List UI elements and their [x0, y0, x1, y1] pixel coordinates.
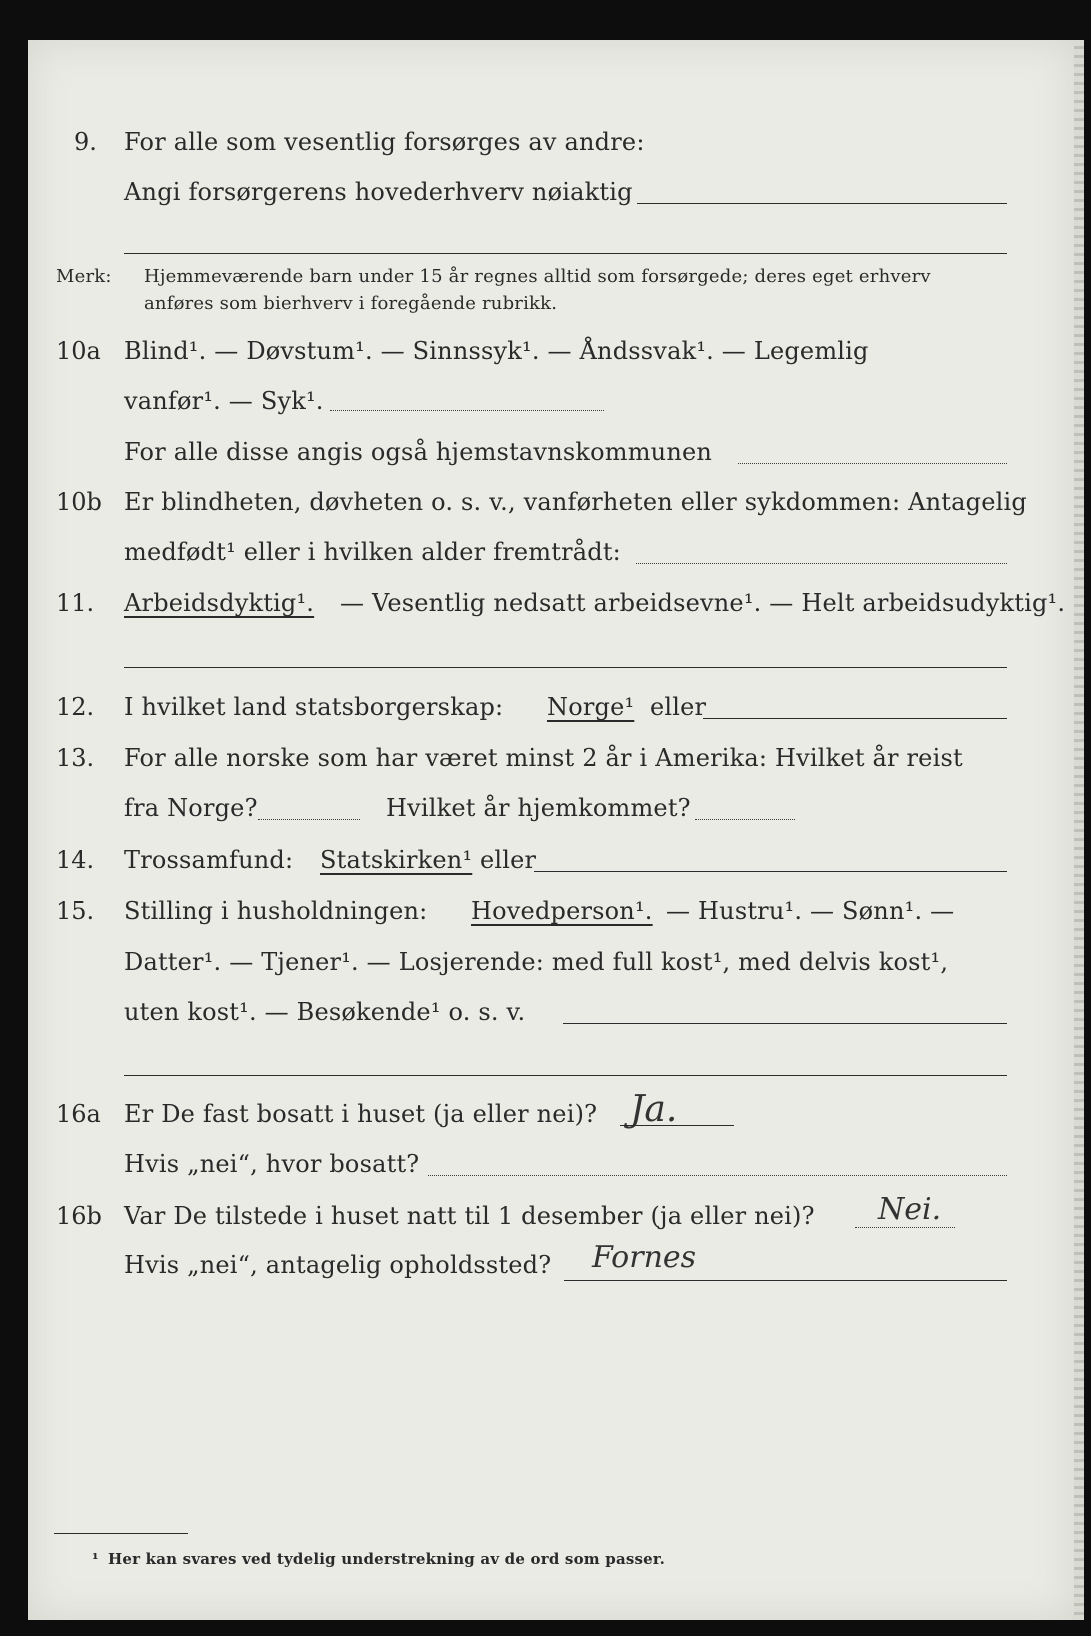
q15-answer-line[interactable]	[563, 1023, 1007, 1024]
q16b-handwritten-answer: Nei.	[878, 1192, 942, 1227]
q10a-line3: For alle disse angis også hjemstavnskommunen	[124, 438, 713, 466]
q15-answer-line-2[interactable]	[124, 1075, 1007, 1076]
q15-line2: Datter¹. — Tjener¹. — Losjerende: med full kost¹, med delvis kost¹,	[124, 948, 949, 976]
q16a-answer-line[interactable]	[620, 1125, 734, 1126]
q9-number: 9.	[74, 128, 97, 156]
q16a-line2: Hvis „nei“, hvor bosatt?	[124, 1150, 420, 1178]
q15-number: 15.	[56, 897, 95, 925]
q16b-handwritten-place: Fornes	[592, 1240, 697, 1275]
q11-number: 11.	[56, 589, 95, 617]
q10b-answer-line[interactable]	[636, 563, 1007, 564]
q10a-line1: Blind¹. — Døvstum¹. — Sinnssyk¹. — Åndssvak¹. — Legemlig	[124, 337, 869, 365]
q13-line2b: Hvilket år hjemkommet?	[386, 794, 691, 822]
q16a-bosatt-line[interactable]	[428, 1175, 1007, 1176]
q10b-line1: Er blindheten, døvheten o. s. v., vanførheten eller sykdommen: Antagelig	[124, 488, 1027, 516]
q16a-number: 16a	[56, 1100, 101, 1128]
q9-answer-line[interactable]	[637, 203, 1007, 204]
q15-option-hovedperson[interactable]: Hovedperson¹.	[471, 897, 653, 925]
merk-line1: Hjemmeværende barn under 15 år regnes alltid som forsørgede; deres eget erhverv	[144, 266, 931, 287]
merk-label: Merk:	[56, 266, 112, 287]
q10a-kommune-line[interactable]	[738, 463, 1007, 464]
q12-tail: eller	[650, 693, 707, 721]
q12-answer-line[interactable]	[703, 718, 1007, 719]
q11-option-arbeidsdyktig[interactable]: Arbeidsdyktig¹.	[124, 589, 315, 617]
q9-line1: For alle som vesentlig forsørges av andre:	[124, 128, 645, 156]
q16a-handwritten-answer: Ja.	[630, 1089, 678, 1130]
q10a-line2: vanfør¹. — Syk¹.	[124, 387, 324, 415]
q15-line3: uten kost¹. — Besøkende¹ o. s. v.	[124, 998, 526, 1026]
q12-text: I hvilket land statsborgerskap:	[124, 693, 504, 721]
q12-option-norge[interactable]: Norge¹	[547, 693, 635, 721]
q10a-number: 10a	[56, 337, 101, 365]
q11-rest: — Vesentlig nedsatt arbeidsevne¹. — Helt arbeidsudyktig¹.	[340, 589, 1066, 617]
q16a-line1: Er De fast bosatt i huset (ja eller nei)?	[124, 1100, 598, 1128]
q10b-number: 10b	[56, 488, 102, 516]
q9-line2: Angi forsørgerens hovederhverv nøiaktig	[124, 178, 633, 206]
q16b-line1: Var De tilstede i huset natt til 1 desember (ja eller nei)?	[124, 1202, 815, 1230]
q12-number: 12.	[56, 693, 95, 721]
q14-answer-line[interactable]	[534, 871, 1007, 872]
q11-answer-line[interactable]	[124, 667, 1007, 668]
page-edge	[1074, 40, 1084, 1620]
q13-number: 13.	[56, 744, 95, 772]
q13-line1: For alle norske som har været minst 2 år i Amerika: Hvilket år reist	[124, 744, 963, 772]
q13-line2a: fra Norge?	[124, 794, 258, 822]
footnote-text: Her kan svares ved tydelig understrekning av de ord som passer.	[108, 1550, 666, 1568]
q15-line1b: — Hustru¹. — Sønn¹. —	[666, 897, 955, 925]
q13-hjemkommet-line[interactable]	[695, 819, 795, 820]
q9-answer-line-2[interactable]	[124, 253, 1007, 254]
q13-reist-line[interactable]	[258, 819, 360, 820]
q10a-syk-line[interactable]	[330, 410, 604, 411]
q16b-opholdssted-line[interactable]	[564, 1280, 1007, 1281]
q14-text: Trossamfund:	[124, 846, 294, 874]
q16b-number: 16b	[56, 1202, 102, 1230]
q10b-line2: medfødt¹ eller i hvilken alder fremtrådt:	[124, 538, 621, 566]
q16b-line2: Hvis „nei“, antagelig opholdssted?	[124, 1251, 552, 1279]
q14-tail: eller	[480, 846, 537, 874]
merk-line2: anføres som bierhverv i foregående rubrikk.	[144, 293, 558, 314]
footnote-rule	[54, 1533, 188, 1534]
q14-number: 14.	[56, 846, 95, 874]
q16b-answer-line[interactable]	[855, 1227, 955, 1228]
q14-option-statskirken[interactable]: Statskirken¹	[320, 846, 473, 874]
footnote-mark: ¹	[92, 1550, 99, 1568]
q15-line1a: Stilling i husholdningen:	[124, 897, 428, 925]
